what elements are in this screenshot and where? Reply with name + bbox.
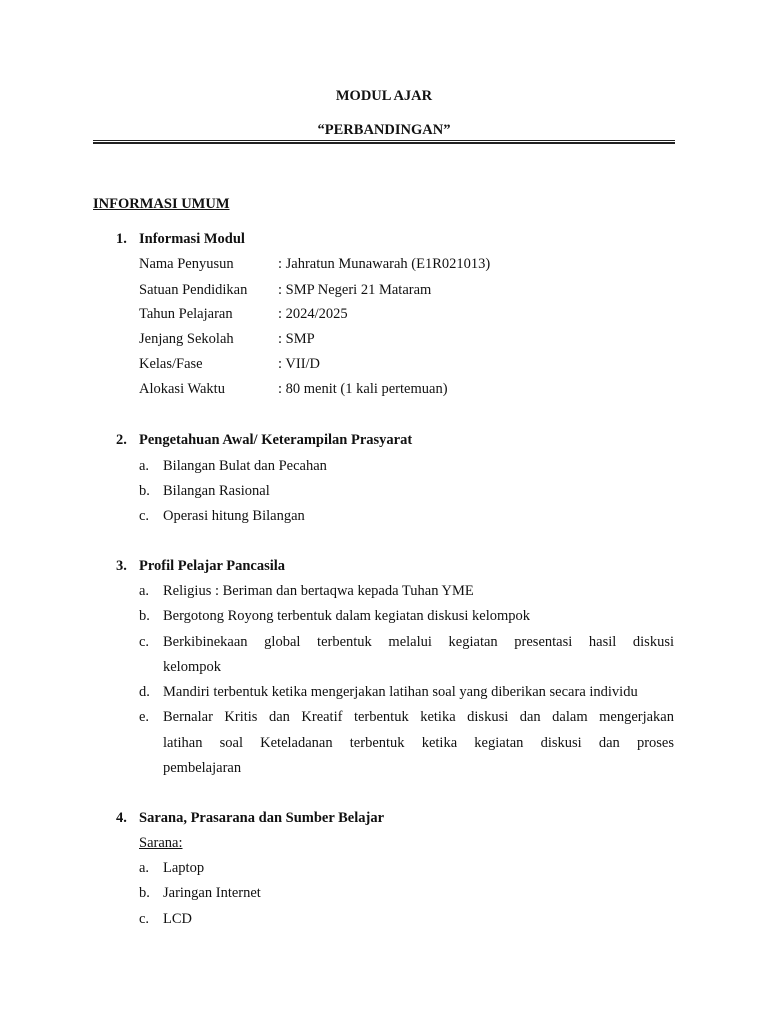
section-4-heading: Sarana, Prasarana dan Sumber Belajar (139, 810, 385, 826)
list-item: Bilangan Rasional (163, 483, 270, 499)
info-value: : Jahratun Munawarah (E1R021013) (278, 256, 491, 272)
list-marker: c. (139, 508, 150, 524)
info-label: Tahun Pelajaran (139, 306, 233, 322)
list-item: Laptop (163, 860, 205, 876)
list-marker: b. (139, 608, 150, 624)
list-item-line: latihan soal Keteladanan terbentuk ketika kegiatan diskusi dan proses (163, 735, 674, 751)
section-heading: INFORMASI UMUM (93, 196, 230, 212)
info-label: Jenjang Sekolah (139, 331, 234, 347)
section-3-heading: Profil Pelajar Pancasila (139, 558, 286, 574)
info-value: : SMP (278, 331, 315, 347)
list-item: Religius : Beriman dan bertaqwa kepada Tuhan YME (163, 583, 474, 599)
list-item: Bergotong Royong terbentuk dalam kegiatan diskusi kelompok (163, 608, 531, 624)
list-marker: d. (139, 684, 150, 700)
list-item-line: Bernalar Kritis dan Kreatif terbentuk ketika diskusi dan dalam mengerjakan (163, 709, 674, 725)
section-1-number: 1. (116, 231, 127, 247)
section-3-number: 3. (116, 558, 127, 574)
list-item-line: kelompok (163, 659, 221, 675)
list-marker: b. (139, 885, 150, 901)
info-value: : SMP Negeri 21 Mataram (278, 282, 432, 298)
info-value: : VII/D (278, 356, 321, 372)
list-marker: a. (139, 583, 150, 599)
list-marker: e. (139, 709, 150, 725)
list-marker: b. (139, 483, 150, 499)
document-subtitle: “PERBANDINGAN” (317, 122, 451, 138)
document-title: MODUL AJAR (335, 88, 433, 104)
list-item: Bilangan Bulat dan Pecahan (163, 458, 327, 474)
section-2-number: 2. (116, 432, 127, 448)
header-rule-thin (93, 140, 675, 141)
info-value: : 80 menit (1 kali pertemuan) (278, 381, 448, 397)
info-label: Alokasi Waktu (139, 381, 225, 397)
list-item: Jaringan Internet (163, 885, 261, 901)
list-item: LCD (163, 911, 192, 927)
section-1-heading: Informasi Modul (139, 231, 245, 247)
list-item-line: pembelajaran (163, 760, 242, 776)
info-label: Nama Penyusun (139, 256, 234, 272)
list-item-line: Berkibinekaan global terbentuk melalui kegiatan presentasi hasil diskusi (163, 634, 674, 650)
list-marker: c. (139, 634, 150, 650)
sub-heading-sarana: Sarana: (139, 835, 183, 851)
list-marker: a. (139, 458, 150, 474)
section-2-heading: Pengetahuan Awal/ Keterampilan Prasyarat (139, 432, 413, 448)
info-label: Kelas/Fase (139, 356, 203, 372)
list-marker: a. (139, 860, 150, 876)
list-item: Mandiri terbentuk ketika mengerjakan latihan soal yang diberikan secara individu (163, 684, 638, 700)
list-marker: c. (139, 911, 150, 927)
list-item: Operasi hitung Bilangan (163, 508, 305, 524)
info-label: Satuan Pendidikan (139, 282, 248, 298)
section-4-number: 4. (116, 810, 127, 826)
info-value: : 2024/2025 (278, 306, 348, 322)
header-rule-thick (93, 142, 675, 144)
